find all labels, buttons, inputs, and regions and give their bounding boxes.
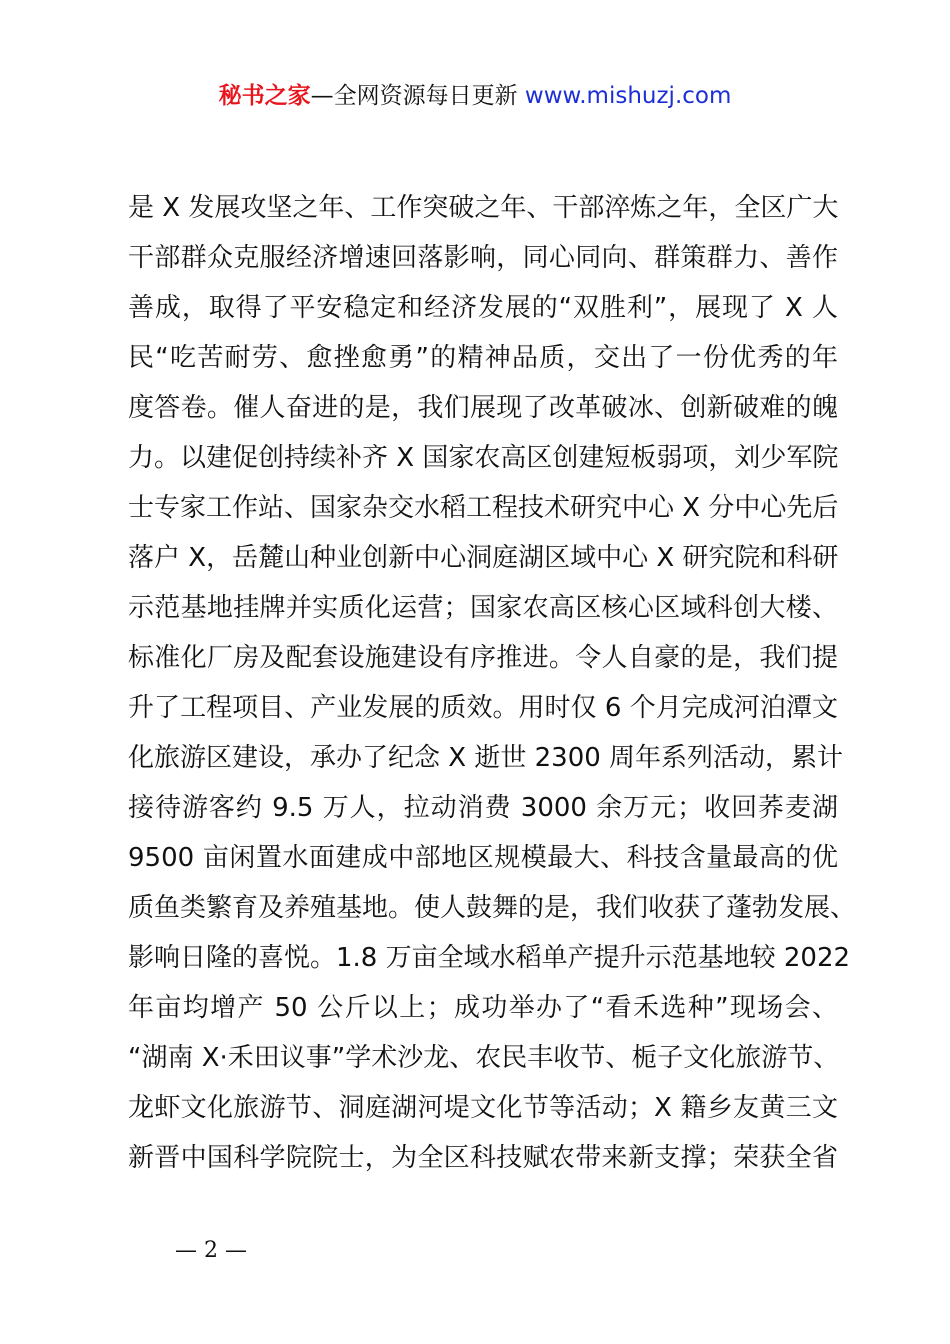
- body-line: “湖南 X·禾田议事”学术沙龙、农民丰收节、栀子文化旅游节、: [128, 1043, 840, 1073]
- body-line: 接待游客约 9.5 万人，拉动消费 3000 余万元；收回荞麦湖: [128, 793, 838, 823]
- document-body: [128, 183, 857, 1183]
- body-line: 民“吃苦耐劳、愈挫愈勇”的精神品质，交出了一份优秀的年: [128, 343, 838, 373]
- body-line: 化旅游区建设，承办了纪念 X 逝世 2300 周年系列活动，累计: [128, 743, 844, 773]
- body-line: 力。以建促创持续补齐 X 国家农高区创建短板弱项，刘少军院: [128, 443, 839, 473]
- header-url-link[interactable]: www.mishuzj.com: [524, 83, 732, 109]
- body-line: 是 X 发展攻坚之年、工作突破之年、干部淬炼之年，全区广大: [128, 193, 839, 223]
- body-line: 标准化厂房及配套设施建设有序推进。令人自豪的是，我们提: [128, 643, 838, 673]
- body-line: 示范基地挂牌并实质化运营；国家农高区核心区域科创大楼、: [128, 593, 838, 623]
- body-line: 善成，取得了平安稳定和经济发展的“双胜利”，展现了 X 人: [128, 293, 838, 323]
- header-slogan: —全网资源每日更新: [310, 83, 518, 109]
- body-line: 干部群众克服经济增速回落影响，同心同向、群策群力、善作: [128, 243, 838, 273]
- body-line: 质鱼类繁育及养殖基地。使人鼓舞的是，我们收获了蓬勃发展、: [128, 893, 857, 923]
- page-number: — 2 —: [175, 1238, 247, 1263]
- body-line: 落户 X，岳麓山种业创新中心洞庭湖区域中心 X 研究院和科研: [128, 543, 839, 573]
- document-header: [0, 78, 950, 114]
- body-line: 升了工程项目、产业发展的质效。用时仅 6 个月完成河泊潭文: [128, 693, 838, 723]
- body-line: 龙虾文化旅游节、洞庭湖河堤文化节等活动；X 籍乡友黄三文: [128, 1093, 838, 1123]
- body-line: 新晋中国科学院院士，为全区科技赋农带来新支撑；荣获全省: [128, 1143, 838, 1173]
- body-line: 士专家工作站、国家杂交水稻工程技术研究中心 X 分中心先后: [128, 493, 839, 523]
- body-line: 度答卷。催人奋进的是，我们展现了改革破冰、创新破难的魄: [128, 393, 838, 423]
- body-line: 9500 亩闲置水面建成中部地区规模最大、科技含量最高的优: [128, 843, 838, 873]
- body-line: 年亩均增产 50 公斤以上；成功举办了“看禾选种”现场会、: [128, 993, 838, 1023]
- body-line: 影响日隆的喜悦。1.8 万亩全域水稻单产提升示范基地较 2022: [128, 943, 851, 973]
- brand-name: 秘书之家: [218, 83, 311, 109]
